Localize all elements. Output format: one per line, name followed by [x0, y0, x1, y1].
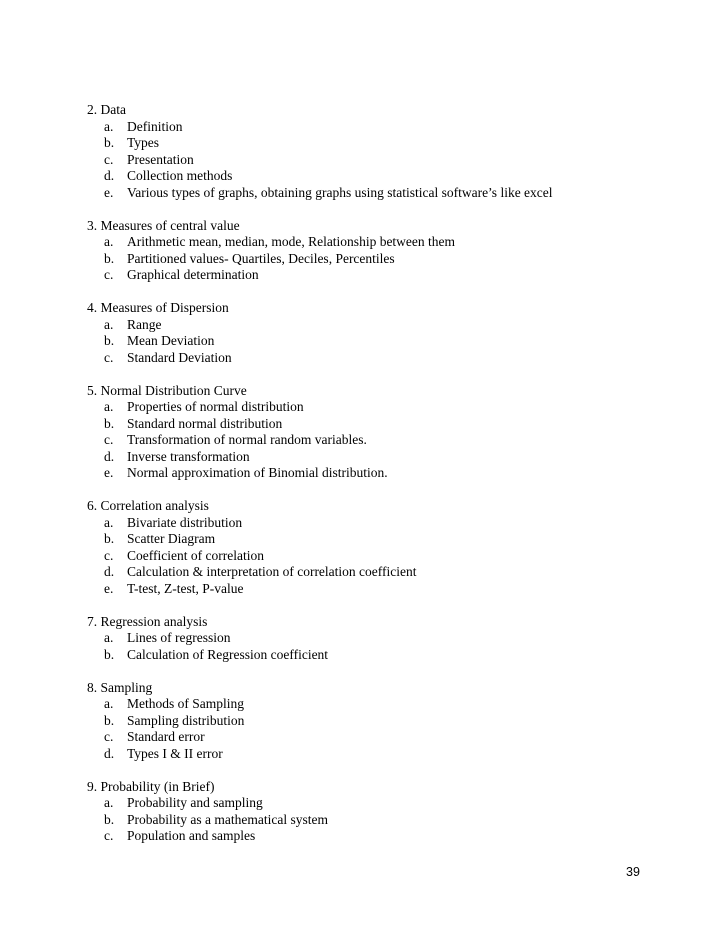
list-item — [87, 465, 687, 482]
list-item — [87, 515, 687, 532]
list-item-letter: a. — [104, 234, 114, 249]
list-item-text: Probability as a mathematical system — [127, 811, 328, 827]
list-item-text: Types — [127, 135, 160, 150]
outline-section — [87, 383, 687, 482]
list-item-letter: d. — [104, 564, 115, 579]
outline-section — [87, 680, 687, 763]
list-item — [87, 729, 687, 746]
list-item — [87, 432, 687, 449]
list-item — [87, 135, 687, 152]
list-item-letter: a. — [104, 514, 114, 530]
list-item-text: Standard error — [127, 729, 205, 744]
list-item-text: Mean Deviation — [127, 333, 215, 348]
list-item — [87, 531, 687, 548]
list-item-letter: b. — [104, 333, 115, 348]
list-item-text: Types I & II error — [127, 745, 223, 761]
list-item-letter: c. — [104, 729, 114, 744]
list-item — [87, 713, 687, 730]
list-item-letter: c. — [104, 432, 114, 447]
list-item-letter: c. — [104, 349, 114, 365]
list-item-text: Methods of Sampling — [127, 696, 244, 711]
list-item-letter: b. — [104, 646, 115, 662]
list-item-text: Bivariate distribution — [127, 514, 243, 530]
list-item — [87, 185, 687, 202]
section-title: 8. Sampling — [87, 679, 153, 695]
list-item-letter: b. — [104, 712, 115, 728]
section-title: 5. Normal Distribution Curve — [87, 382, 247, 398]
list-item — [87, 828, 687, 845]
list-item-text: Range — [127, 316, 162, 332]
list-item-text: Scatter Diagram — [127, 531, 216, 546]
list-item-letter: e. — [104, 465, 114, 480]
list-item-text: Standard normal distribution — [127, 415, 283, 431]
list-item-letter: b. — [104, 250, 115, 266]
list-item-text: Calculation & interpretation of correlation coefficient — [127, 564, 417, 579]
list-item-letter: a. — [104, 118, 114, 134]
list-item-text: Transformation of normal random variables. — [127, 432, 367, 447]
list-item-letter: a. — [104, 696, 114, 711]
list-item — [87, 548, 687, 565]
list-item — [87, 564, 687, 581]
list-item-letter: b. — [104, 135, 115, 150]
outline-section — [87, 779, 687, 845]
list-item — [87, 581, 687, 598]
list-item-letter: c. — [104, 267, 114, 282]
outline-section — [87, 102, 687, 201]
list-item-letter: d. — [104, 448, 115, 464]
section-title: 7. Regression analysis — [87, 613, 208, 629]
section-title: 9. Probability (in Brief) — [87, 778, 215, 794]
list-item-text: T-test, Z-test, P-value — [127, 580, 244, 596]
list-item-text: Inverse transformation — [127, 448, 250, 464]
list-item-text: Arithmetic mean, median, mode, Relationship between them — [127, 234, 456, 249]
section-title: 6. Correlation analysis — [87, 498, 209, 513]
list-item — [87, 647, 687, 664]
list-item — [87, 399, 687, 416]
list-item-text: Probability and sampling — [127, 795, 263, 810]
outline-section — [87, 498, 687, 597]
list-item-letter: a. — [104, 399, 114, 414]
list-item — [87, 350, 687, 367]
section-title: 2. Data — [87, 102, 126, 117]
list-item — [87, 416, 687, 433]
list-item — [87, 449, 687, 466]
list-item — [87, 234, 687, 251]
list-item — [87, 267, 687, 284]
list-item-letter: b. — [104, 531, 115, 546]
list-item-text: Normal approximation of Binomial distribution. — [127, 465, 388, 480]
list-item-letter: b. — [104, 415, 115, 431]
list-item-text: Population and samples — [127, 828, 256, 843]
list-item — [87, 333, 687, 350]
list-item-letter: c. — [104, 547, 114, 563]
list-item-letter: c. — [104, 151, 114, 167]
list-item-text: Calculation of Regression coefficient — [127, 646, 329, 662]
list-item — [87, 746, 687, 763]
list-item-text: Standard Deviation — [127, 349, 232, 365]
list-item-text: Sampling distribution — [127, 712, 245, 728]
list-item-letter: a. — [104, 630, 114, 645]
list-item-letter: a. — [104, 795, 114, 810]
list-item — [87, 317, 687, 334]
list-item-text: Definition — [127, 118, 183, 134]
outline-section — [87, 300, 687, 366]
list-item-letter: d. — [104, 745, 115, 761]
list-item — [87, 168, 687, 185]
list-item — [87, 696, 687, 713]
page-number: 39 — [626, 865, 640, 879]
list-item-letter: e. — [104, 580, 114, 596]
list-item-text: Graphical determination — [127, 267, 259, 282]
list-item-text: Lines of regression — [127, 630, 231, 645]
list-item-letter: e. — [104, 184, 114, 200]
list-item — [87, 119, 687, 136]
list-item — [87, 152, 687, 169]
list-item — [87, 251, 687, 268]
list-item — [87, 812, 687, 829]
list-item-text: Collection methods — [127, 168, 233, 183]
list-item-letter: b. — [104, 811, 115, 827]
list-item-text: Coefficient of correlation — [127, 547, 264, 563]
list-item — [87, 630, 687, 647]
list-item-text: Properties of normal distribution — [127, 399, 304, 414]
outline-section — [87, 218, 687, 284]
list-item-letter: a. — [104, 316, 114, 332]
list-item-letter: d. — [104, 168, 115, 183]
outline-section — [87, 614, 687, 664]
list-item-text: Presentation — [127, 151, 194, 167]
list-item — [87, 795, 687, 812]
syllabus-outline — [87, 102, 687, 861]
list-item-letter: c. — [104, 828, 114, 843]
list-item-text: Various types of graphs, obtaining graphs using statistical software’s like excel — [127, 184, 553, 200]
list-item-text: Partitioned values- Quartiles, Deciles, Percentiles — [127, 250, 395, 266]
section-title: 3. Measures of central value — [87, 217, 240, 233]
section-title: 4. Measures of Dispersion — [87, 300, 229, 315]
